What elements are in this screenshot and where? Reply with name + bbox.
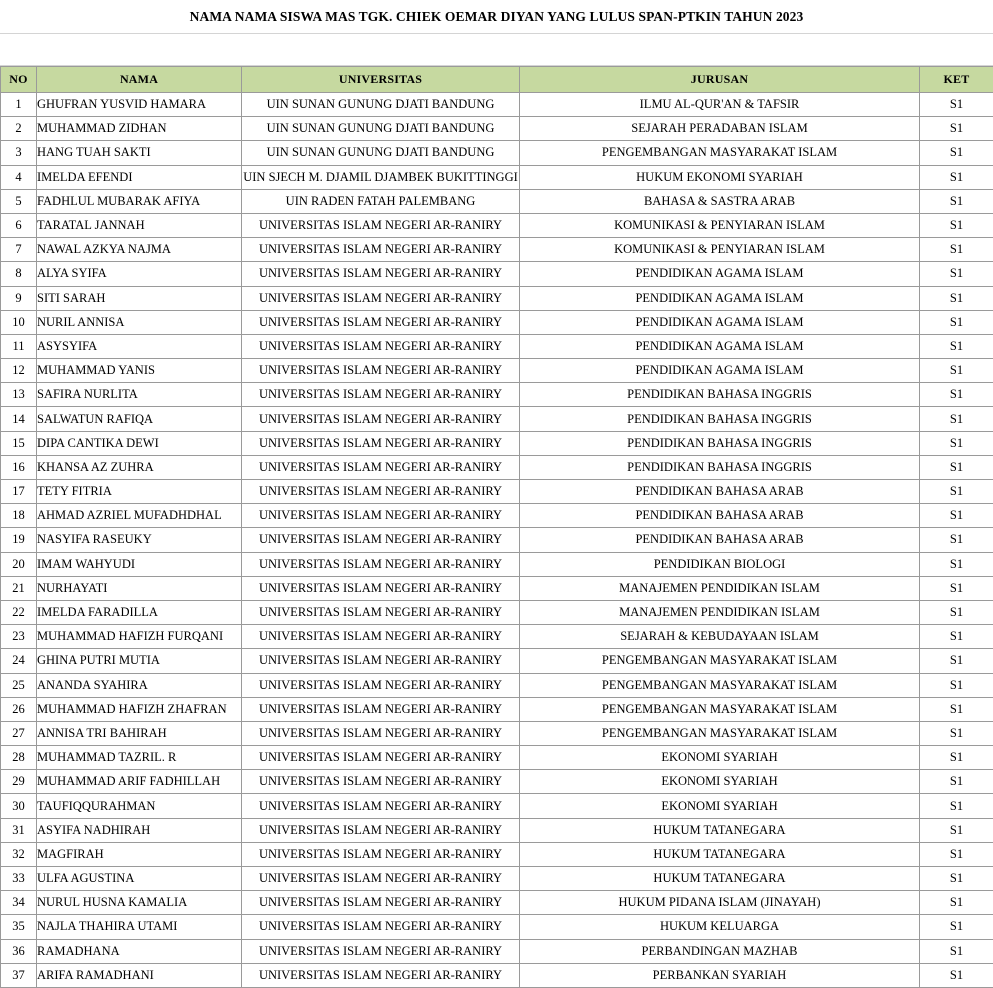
column-header-ket: KET [920,67,993,93]
cell-nama: RAMADHANA [37,939,242,963]
cell-universitas: UNIVERSITAS ISLAM NEGERI AR-RANIRY [242,528,520,552]
cell-ket: S1 [920,867,993,891]
cell-universitas: UNIVERSITAS ISLAM NEGERI AR-RANIRY [242,770,520,794]
cell-universitas: UNIVERSITAS ISLAM NEGERI AR-RANIRY [242,649,520,673]
cell-universitas: UNIVERSITAS ISLAM NEGERI AR-RANIRY [242,576,520,600]
cell-universitas: UNIVERSITAS ISLAM NEGERI AR-RANIRY [242,625,520,649]
table-row [1,625,993,649]
cell-universitas: UNIVERSITAS ISLAM NEGERI AR-RANIRY [242,552,520,576]
cell-ket: S1 [920,262,993,286]
cell-no: 3 [1,141,37,165]
cell-ket: S1 [920,189,993,213]
cell-no: 31 [1,818,37,842]
cell-ket: S1 [920,359,993,383]
cell-jurusan: PERBANDINGAN MAZHAB [520,939,920,963]
table-row [1,697,993,721]
cell-nama: MUHAMMAD ZIDHAN [37,117,242,141]
cell-jurusan: PENGEMBANGAN MASYARAKAT ISLAM [520,697,920,721]
cell-nama: ARIFA RAMADHANI [37,963,242,987]
table-header [1,67,993,93]
cell-jurusan: SEJARAH & KEBUDAYAAN ISLAM [520,625,920,649]
cell-universitas: UIN SJECH M. DJAMIL DJAMBEK BUKITTINGGI [242,165,520,189]
cell-nama: GHUFRAN YUSVID HAMARA [37,93,242,117]
cell-universitas: UNIVERSITAS ISLAM NEGERI AR-RANIRY [242,455,520,479]
cell-nama: HANG TUAH SAKTI [37,141,242,165]
cell-no: 23 [1,625,37,649]
table-row [1,939,993,963]
cell-jurusan: HUKUM PIDANA ISLAM (JINAYAH) [520,891,920,915]
cell-jurusan: PENDIDIKAN BAHASA INGGRIS [520,383,920,407]
cell-ket: S1 [920,117,993,141]
table-row [1,262,993,286]
cell-nama: ASYSYIFA [37,334,242,358]
cell-jurusan: EKONOMI SYARIAH [520,770,920,794]
cell-jurusan: SEJARAH PERADABAN ISLAM [520,117,920,141]
cell-no: 4 [1,165,37,189]
cell-no: 21 [1,576,37,600]
table-row [1,189,993,213]
cell-universitas: UIN SUNAN GUNUNG DJATI BANDUNG [242,117,520,141]
cell-universitas: UNIVERSITAS ISLAM NEGERI AR-RANIRY [242,431,520,455]
table-row [1,528,993,552]
cell-ket: S1 [920,963,993,987]
cell-nama: IMELDA EFENDI [37,165,242,189]
cell-universitas: UNIVERSITAS ISLAM NEGERI AR-RANIRY [242,310,520,334]
cell-ket: S1 [920,383,993,407]
cell-no: 28 [1,746,37,770]
cell-no: 36 [1,939,37,963]
cell-nama: GHINA PUTRI MUTIA [37,649,242,673]
table-row [1,867,993,891]
cell-ket: S1 [920,504,993,528]
cell-no: 5 [1,189,37,213]
cell-nama: NAJLA THAHIRA UTAMI [37,915,242,939]
cell-no: 27 [1,721,37,745]
cell-nama: ANNISA TRI BAHIRAH [37,721,242,745]
cell-ket: S1 [920,455,993,479]
cell-no: 11 [1,334,37,358]
cell-no: 26 [1,697,37,721]
cell-universitas: UNIVERSITAS ISLAM NEGERI AR-RANIRY [242,842,520,866]
table-row [1,915,993,939]
cell-nama: MUHAMMAD HAFIZH ZHAFRAN [37,697,242,721]
table-row [1,842,993,866]
cell-no: 14 [1,407,37,431]
table-row [1,238,993,262]
cell-ket: S1 [920,407,993,431]
cell-no: 6 [1,213,37,237]
cell-no: 15 [1,431,37,455]
cell-jurusan: MANAJEMEN PENDIDIKAN ISLAM [520,576,920,600]
cell-nama: DIPA CANTIKA DEWI [37,431,242,455]
column-header-no: NO [1,67,37,93]
cell-universitas: UNIVERSITAS ISLAM NEGERI AR-RANIRY [242,262,520,286]
column-header-universitas: UNIVERSITAS [242,67,520,93]
cell-ket: S1 [920,93,993,117]
table-row [1,746,993,770]
cell-nama: NURHAYATI [37,576,242,600]
table-row [1,673,993,697]
cell-jurusan: PENDIDIKAN BAHASA ARAB [520,528,920,552]
cell-ket: S1 [920,939,993,963]
cell-universitas: UNIVERSITAS ISLAM NEGERI AR-RANIRY [242,600,520,624]
table-row [1,891,993,915]
table-row [1,334,993,358]
table-row [1,117,993,141]
cell-nama: TAUFIQQURAHMAN [37,794,242,818]
table-row [1,794,993,818]
cell-no: 7 [1,238,37,262]
table-row [1,480,993,504]
cell-jurusan: PENDIDIKAN BAHASA ARAB [520,480,920,504]
cell-universitas: UIN SUNAN GUNUNG DJATI BANDUNG [242,93,520,117]
table-row [1,383,993,407]
cell-universitas: UNIVERSITAS ISLAM NEGERI AR-RANIRY [242,867,520,891]
cell-ket: S1 [920,794,993,818]
cell-ket: S1 [920,286,993,310]
cell-jurusan: EKONOMI SYARIAH [520,746,920,770]
cell-nama: AHMAD AZRIEL MUFADHDHAL [37,504,242,528]
cell-jurusan: PENDIDIKAN AGAMA ISLAM [520,262,920,286]
cell-ket: S1 [920,238,993,262]
cell-universitas: UNIVERSITAS ISLAM NEGERI AR-RANIRY [242,891,520,915]
cell-jurusan: PENDIDIKAN BAHASA INGGRIS [520,455,920,479]
cell-universitas: UNIVERSITAS ISLAM NEGERI AR-RANIRY [242,334,520,358]
cell-ket: S1 [920,334,993,358]
cell-jurusan: PENDIDIKAN AGAMA ISLAM [520,310,920,334]
table-row [1,455,993,479]
cell-ket: S1 [920,528,993,552]
cell-ket: S1 [920,213,993,237]
cell-ket: S1 [920,649,993,673]
cell-jurusan: PENDIDIKAN AGAMA ISLAM [520,286,920,310]
table-row [1,141,993,165]
cell-ket: S1 [920,746,993,770]
cell-jurusan: PENDIDIKAN BAHASA INGGRIS [520,407,920,431]
cell-ket: S1 [920,818,993,842]
document-title-row [0,0,993,34]
cell-universitas: UNIVERSITAS ISLAM NEGERI AR-RANIRY [242,286,520,310]
cell-nama: MAGFIRAH [37,842,242,866]
cell-jurusan: HUKUM TATANEGARA [520,867,920,891]
cell-nama: ULFA AGUSTINA [37,867,242,891]
cell-jurusan: EKONOMI SYARIAH [520,794,920,818]
cell-jurusan: PENDIDIKAN AGAMA ISLAM [520,334,920,358]
cell-no: 35 [1,915,37,939]
table-row [1,504,993,528]
cell-universitas: UNIVERSITAS ISLAM NEGERI AR-RANIRY [242,480,520,504]
table-row [1,721,993,745]
cell-universitas: UNIVERSITAS ISLAM NEGERI AR-RANIRY [242,238,520,262]
table-row [1,649,993,673]
cell-universitas: UNIVERSITAS ISLAM NEGERI AR-RANIRY [242,963,520,987]
table-row [1,576,993,600]
cell-no: 2 [1,117,37,141]
cell-jurusan: HUKUM TATANEGARA [520,818,920,842]
table-header-row [1,67,993,93]
cell-no: 10 [1,310,37,334]
cell-jurusan: PERBANKAN SYARIAH [520,963,920,987]
cell-no: 22 [1,600,37,624]
cell-ket: S1 [920,165,993,189]
cell-no: 16 [1,455,37,479]
cell-no: 17 [1,480,37,504]
cell-no: 13 [1,383,37,407]
cell-universitas: UNIVERSITAS ISLAM NEGERI AR-RANIRY [242,504,520,528]
cell-universitas: UIN SUNAN GUNUNG DJATI BANDUNG [242,141,520,165]
cell-no: 25 [1,673,37,697]
cell-no: 37 [1,963,37,987]
cell-ket: S1 [920,600,993,624]
cell-nama: KHANSA AZ ZUHRA [37,455,242,479]
cell-nama: NURIL ANNISA [37,310,242,334]
cell-universitas: UNIVERSITAS ISLAM NEGERI AR-RANIRY [242,915,520,939]
cell-jurusan: MANAJEMEN PENDIDIKAN ISLAM [520,600,920,624]
cell-no: 8 [1,262,37,286]
cell-ket: S1 [920,310,993,334]
cell-nama: MUHAMMAD TAZRIL. R [37,746,242,770]
cell-ket: S1 [920,576,993,600]
cell-universitas: UNIVERSITAS ISLAM NEGERI AR-RANIRY [242,407,520,431]
cell-nama: ANANDA SYAHIRA [37,673,242,697]
cell-nama: MUHAMMAD HAFIZH FURQANI [37,625,242,649]
cell-no: 20 [1,552,37,576]
cell-jurusan: HUKUM KELUARGA [520,915,920,939]
cell-ket: S1 [920,552,993,576]
table-body [1,93,993,988]
cell-no: 24 [1,649,37,673]
cell-nama: TETY FITRIA [37,480,242,504]
cell-nama: ASYIFA NADHIRAH [37,818,242,842]
cell-ket: S1 [920,842,993,866]
cell-universitas: UNIVERSITAS ISLAM NEGERI AR-RANIRY [242,746,520,770]
cell-universitas: UNIVERSITAS ISLAM NEGERI AR-RANIRY [242,818,520,842]
cell-universitas: UNIVERSITAS ISLAM NEGERI AR-RANIRY [242,794,520,818]
cell-jurusan: HUKUM TATANEGARA [520,842,920,866]
cell-jurusan: BAHASA & SASTRA ARAB [520,189,920,213]
cell-universitas: UIN RADEN FATAH PALEMBANG [242,189,520,213]
table-row [1,552,993,576]
cell-ket: S1 [920,673,993,697]
table-row [1,286,993,310]
cell-ket: S1 [920,697,993,721]
cell-jurusan: PENDIDIKAN BIOLOGI [520,552,920,576]
cell-no: 12 [1,359,37,383]
cell-jurusan: PENGEMBANGAN MASYARAKAT ISLAM [520,673,920,697]
cell-ket: S1 [920,480,993,504]
blank-row [0,34,993,66]
cell-no: 32 [1,842,37,866]
table-row [1,407,993,431]
cell-no: 30 [1,794,37,818]
cell-jurusan: PENGEMBANGAN MASYARAKAT ISLAM [520,721,920,745]
cell-ket: S1 [920,431,993,455]
cell-no: 19 [1,528,37,552]
table-row [1,963,993,987]
cell-nama: SITI SARAH [37,286,242,310]
table-row [1,600,993,624]
cell-universitas: UNIVERSITAS ISLAM NEGERI AR-RANIRY [242,213,520,237]
cell-universitas: UNIVERSITAS ISLAM NEGERI AR-RANIRY [242,383,520,407]
table-row [1,310,993,334]
cell-ket: S1 [920,891,993,915]
column-header-nama: NAMA [37,67,242,93]
cell-universitas: UNIVERSITAS ISLAM NEGERI AR-RANIRY [242,359,520,383]
cell-universitas: UNIVERSITAS ISLAM NEGERI AR-RANIRY [242,697,520,721]
cell-nama: TARATAL JANNAH [37,213,242,237]
cell-nama: SALWATUN RAFIQA [37,407,242,431]
cell-ket: S1 [920,915,993,939]
students-table [0,66,993,988]
cell-ket: S1 [920,770,993,794]
cell-jurusan: KOMUNIKASI & PENYIARAN ISLAM [520,238,920,262]
table-row [1,93,993,117]
column-header-jurusan: JURUSAN [520,67,920,93]
cell-ket: S1 [920,721,993,745]
table-row [1,359,993,383]
cell-ket: S1 [920,625,993,649]
table-row [1,165,993,189]
cell-nama: FADHLUL MUBARAK AFIYA [37,189,242,213]
table-row [1,818,993,842]
cell-nama: NAWAL AZKYA NAJMA [37,238,242,262]
cell-universitas: UNIVERSITAS ISLAM NEGERI AR-RANIRY [242,721,520,745]
page-title: NAMA NAMA SISWA MAS TGK. CHIEK OEMAR DIYAN YANG LULUS SPAN-PTKIN TAHUN 2023 [189,8,804,24]
cell-nama: MUHAMMAD ARIF FADHILLAH [37,770,242,794]
cell-jurusan: KOMUNIKASI & PENYIARAN ISLAM [520,213,920,237]
cell-jurusan: PENDIDIKAN AGAMA ISLAM [520,359,920,383]
cell-jurusan: ILMU AL-QUR'AN & TAFSIR [520,93,920,117]
cell-nama: NURUL HUSNA KAMALIA [37,891,242,915]
cell-nama: SAFIRA NURLITA [37,383,242,407]
cell-nama: IMAM WAHYUDI [37,552,242,576]
cell-no: 34 [1,891,37,915]
cell-no: 18 [1,504,37,528]
table-row [1,770,993,794]
cell-nama: IMELDA FARADILLA [37,600,242,624]
cell-jurusan: PENGEMBANGAN MASYARAKAT ISLAM [520,649,920,673]
cell-no: 9 [1,286,37,310]
cell-no: 1 [1,93,37,117]
cell-jurusan: PENDIDIKAN BAHASA ARAB [520,504,920,528]
cell-jurusan: PENDIDIKAN BAHASA INGGRIS [520,431,920,455]
cell-nama: ALYA SYIFA [37,262,242,286]
cell-jurusan: HUKUM EKONOMI SYARIAH [520,165,920,189]
cell-no: 33 [1,867,37,891]
cell-nama: NASYIFA RASEUKY [37,528,242,552]
cell-universitas: UNIVERSITAS ISLAM NEGERI AR-RANIRY [242,673,520,697]
cell-ket: S1 [920,141,993,165]
cell-universitas: UNIVERSITAS ISLAM NEGERI AR-RANIRY [242,939,520,963]
cell-jurusan: PENGEMBANGAN MASYARAKAT ISLAM [520,141,920,165]
cell-no: 29 [1,770,37,794]
table-row [1,213,993,237]
table-row [1,431,993,455]
cell-nama: MUHAMMAD YANIS [37,359,242,383]
